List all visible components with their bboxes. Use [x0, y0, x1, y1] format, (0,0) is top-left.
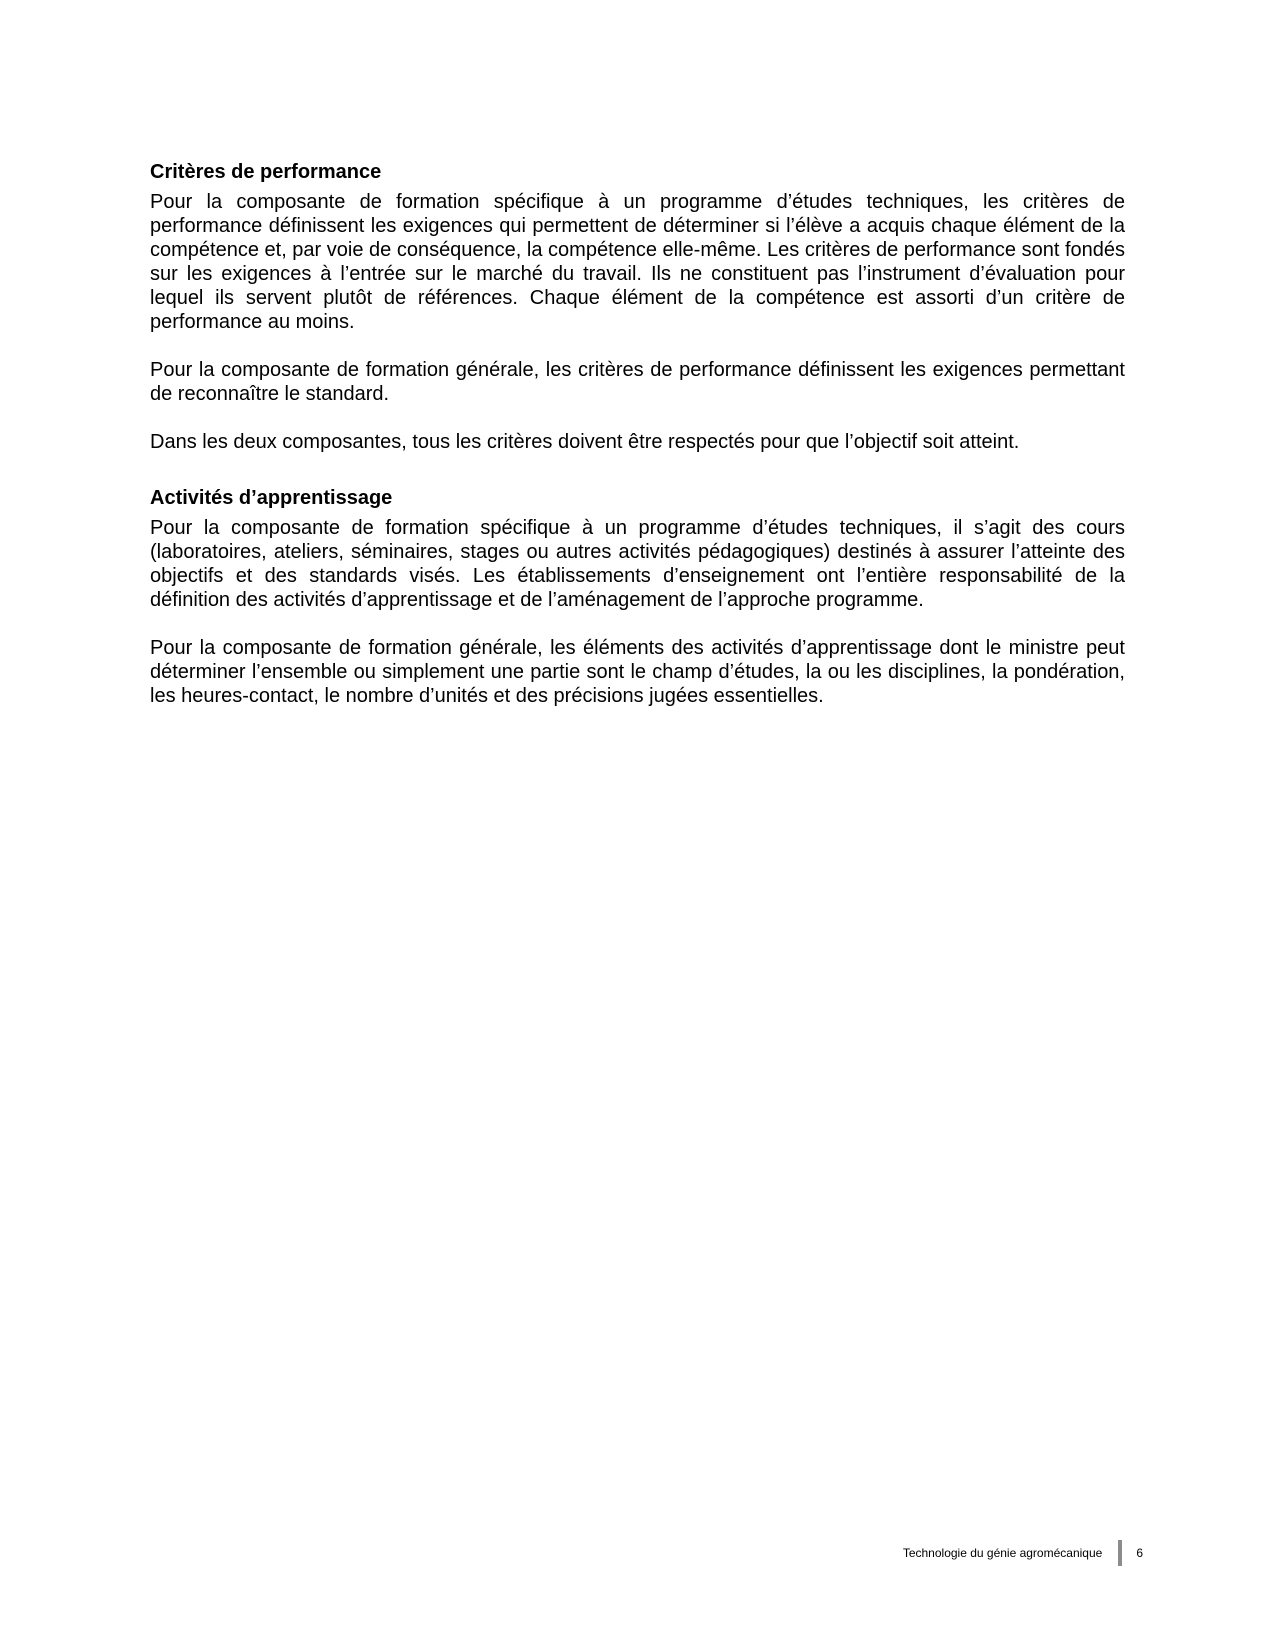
document-body [150, 160, 1125, 708]
paragraph: Dans les deux composantes, tous les critères doivent être respectés pour que l’objectif soit atteint. [150, 431, 1020, 453]
paragraph: Pour la composante de formation générale, les éléments des activités d’apprentissage dont le ministre peut déterminer l’ensemble ou simplement une partie sont le champ d’études, la ou les disciplines, la pondération, les heures-contact, le nombre d’unités et des précisions jugées essentielles. [150, 637, 1125, 707]
paragraph: Pour la composante de formation spécifique à un programme d’études techniques, il s’agit des cours (laboratoires, ateliers, séminaires, stages ou autres activités pédagogiques) destinés à assurer l’atteinte des objectifs et des standards visés. Les établissements d’enseignement ont l’entière responsabilité de la définition des activités d’apprentissage et de l’aménagement de l’approche programme. [150, 517, 1125, 611]
paragraph: Pour la composante de formation spécifique à un programme d’études techniques, les critères de performance définissent les exigences qui permettent de déterminer si l’élève a acquis chaque élément de la compétence et, par voie de conséquence, la compétence elle-même. Les critères de performance sont fondés sur les exigences à l’entrée sur le marché du travail. Ils ne constituent pas l’instrument d’évaluation pour lequel ils servent plutôt de références. Chaque élément de la compétence est assorti d’un critère de performance au moins. [150, 191, 1125, 333]
section-heading: Critères de performance [150, 161, 382, 183]
page-footer [903, 1540, 1143, 1566]
section-heading: Activités d’apprentissage [150, 487, 393, 509]
footer-divider [1118, 1540, 1122, 1566]
section-activites-apprentissage [150, 486, 1125, 708]
paragraph: Pour la composante de formation générale, les critères de performance définissent les exigences permettant de reconnaître le standard. [150, 359, 1125, 405]
footer-document-title: Technologie du génie agromécanique [902, 1546, 1103, 1560]
page-number: 6 [1136, 1546, 1143, 1560]
section-criteres-de-performance [150, 160, 1125, 454]
